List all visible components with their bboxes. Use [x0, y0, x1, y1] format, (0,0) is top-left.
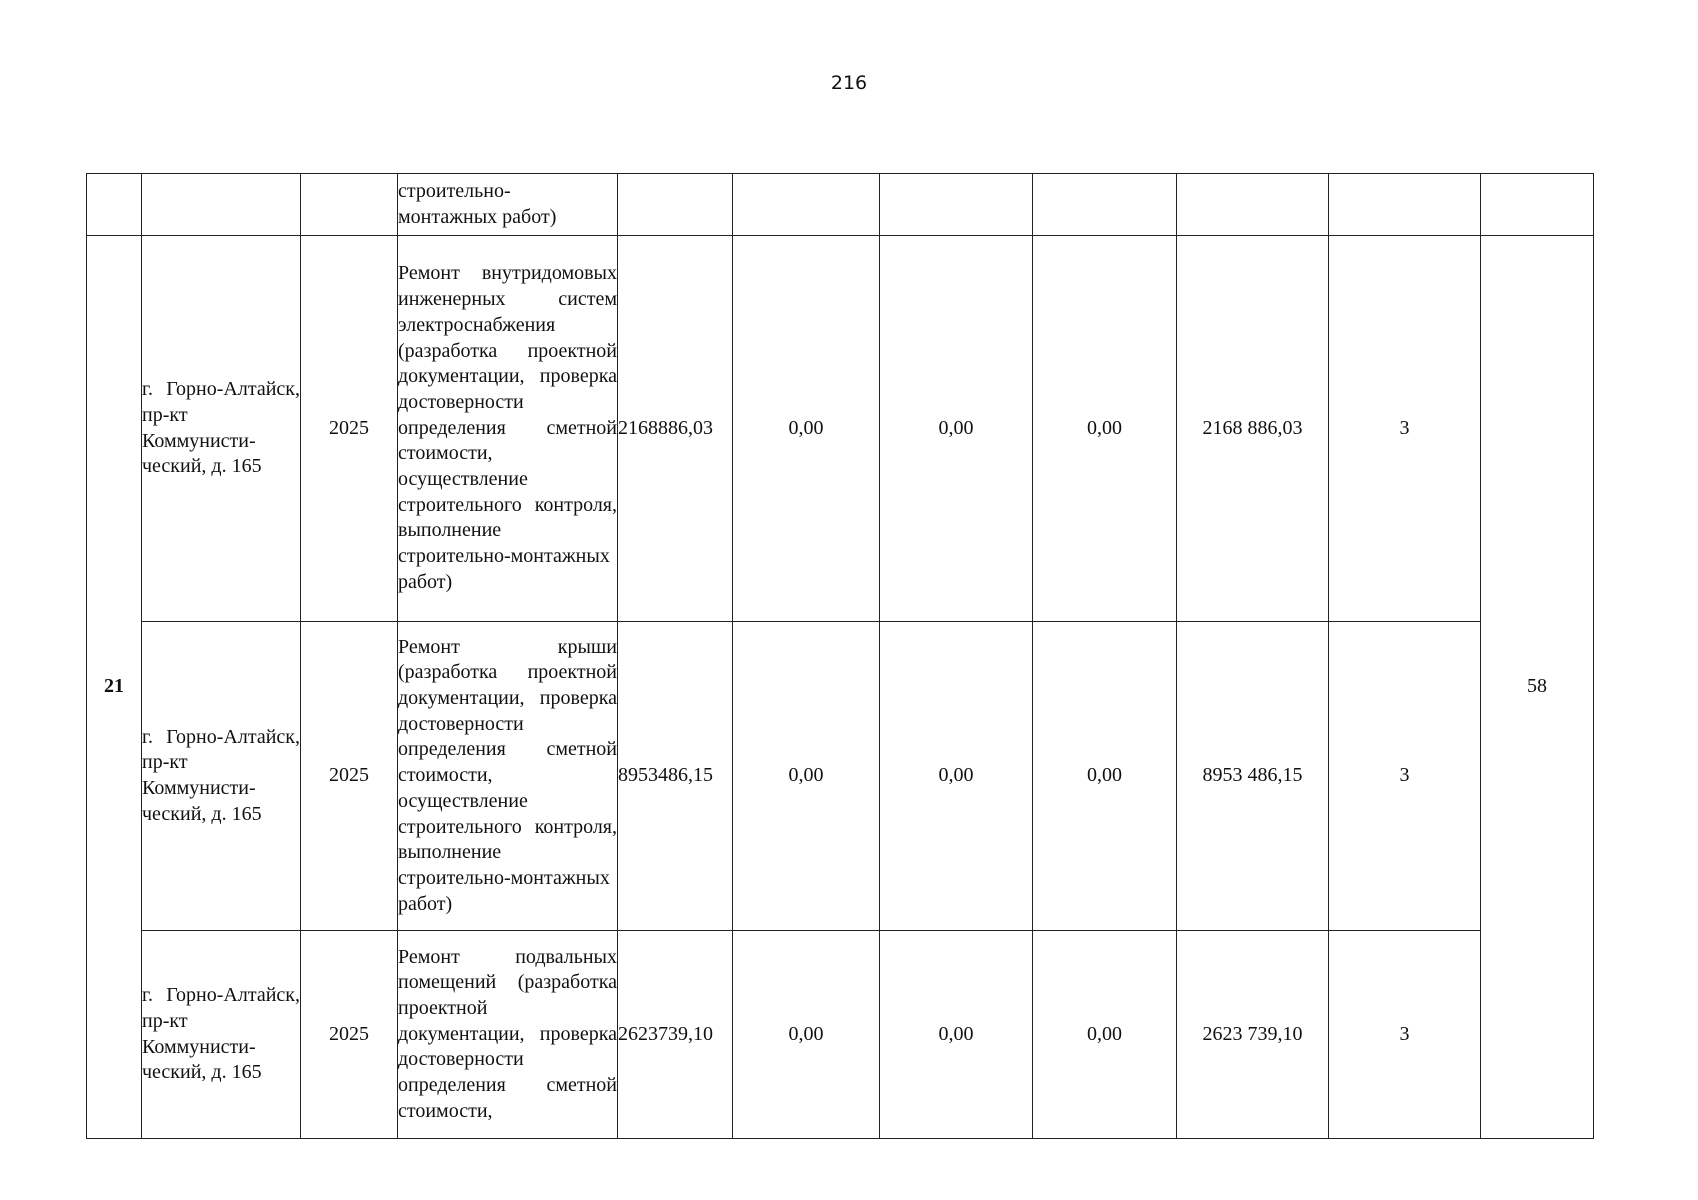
empty-cell	[618, 174, 733, 236]
address-cell: г. Горно-Алтайск, пр-кт Коммунисти-ческий, д. 165	[142, 236, 301, 622]
total-cost-cell: 8953486,15	[618, 622, 733, 931]
fund-1-cell: 0,00	[733, 236, 880, 622]
table-row-continuation	[87, 174, 1594, 236]
total-cost-cell: 2623739,10	[618, 931, 733, 1139]
address-cell: г. Горно-Алтайск, пр-кт Коммунисти-ческий, д. 165	[142, 931, 301, 1139]
year-cell: 2025	[301, 931, 398, 1139]
empty-cell	[1481, 174, 1594, 236]
empty-cell	[1329, 174, 1481, 236]
fund-3-cell: 0,00	[1033, 622, 1177, 931]
code-cell: 3	[1329, 931, 1481, 1139]
empty-cell	[87, 174, 142, 236]
fund-1-cell: 0,00	[733, 931, 880, 1139]
fund-2-cell: 0,00	[880, 931, 1033, 1139]
fund-1-cell: 0,00	[733, 622, 880, 931]
total-cost-cell: 2168886,03	[618, 236, 733, 622]
year-cell: 2025	[301, 622, 398, 931]
address-cell: г. Горно-Алтайск, пр-кт Коммунисти-ческий, д. 165	[142, 622, 301, 931]
empty-cell	[733, 174, 880, 236]
table-row	[87, 931, 1594, 1139]
empty-cell	[301, 174, 398, 236]
empty-cell	[880, 174, 1033, 236]
year-cell: 2025	[301, 236, 398, 622]
work-description-cell: Ремонт крыши (разработка проектной документации, проверка достоверности определения сметной стоимости, осуществление строительного контроля, выполнение строительно-монтажных работ)	[398, 622, 618, 931]
table-row	[87, 236, 1594, 622]
code-cell: 3	[1329, 236, 1481, 622]
page-number: 216	[830, 72, 868, 94]
work-description-cell: Ремонт подвальных помещений (разработка проектной документации, проверка достоверности определения сметной стоимости,	[398, 931, 618, 1139]
table-row	[87, 622, 1594, 931]
code-cell: 3	[1329, 622, 1481, 931]
empty-cell	[142, 174, 301, 236]
empty-cell	[1177, 174, 1329, 236]
work-description-continuation: строительно- монтажных работ)	[398, 174, 618, 236]
capital-repair-table	[86, 173, 1594, 1139]
row-number: 21	[87, 236, 142, 1139]
fund-2-cell: 0,00	[880, 236, 1033, 622]
fund-3-cell: 0,00	[1033, 931, 1177, 1139]
empty-cell	[1033, 174, 1177, 236]
fund-3-cell: 0,00	[1033, 236, 1177, 622]
owners-funds-cell: 2623 739,10	[1177, 931, 1329, 1139]
owners-funds-cell: 2168 886,03	[1177, 236, 1329, 622]
fund-2-cell: 0,00	[880, 622, 1033, 931]
term-cell: 58	[1481, 236, 1594, 1139]
work-description-cell: Ремонт внутридомовых инженерных систем электроснабжения (разработка проектной документации, проверка достоверности определения сметной стоимости, осуществление строительного контроля, выполнение строительно-монтажных работ)	[398, 236, 618, 622]
owners-funds-cell: 8953 486,15	[1177, 622, 1329, 931]
